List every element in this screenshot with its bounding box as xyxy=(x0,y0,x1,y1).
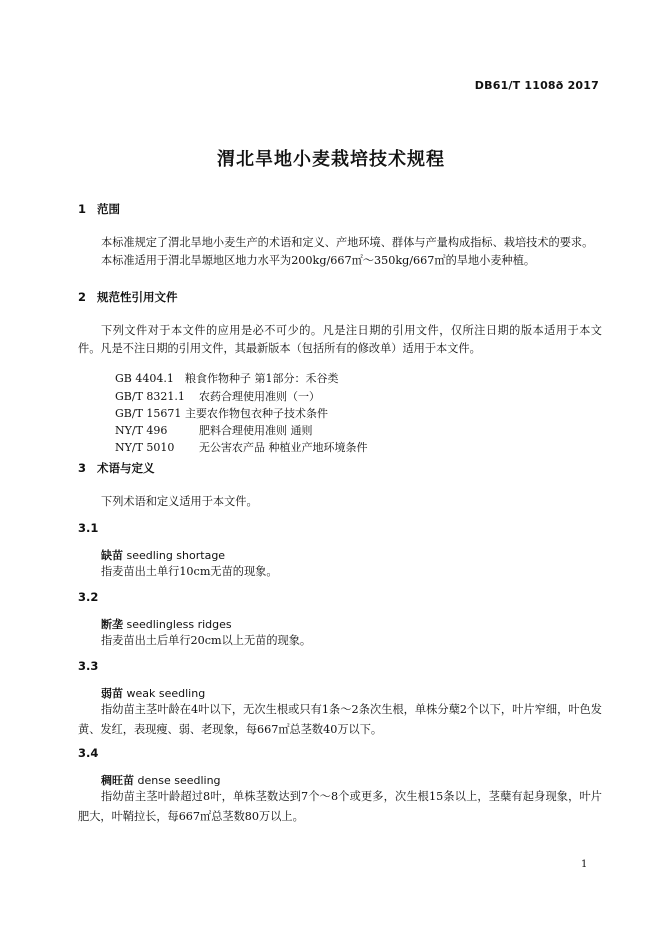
reference-title: 农药合理使用准则（一） xyxy=(199,390,320,403)
section-title: 规范性引用文件 xyxy=(97,290,178,304)
section-title: 范围 xyxy=(97,202,120,216)
reference-code: NY/T 496 xyxy=(115,424,168,437)
term-heading xyxy=(101,547,225,563)
section-number: 2 xyxy=(78,290,87,304)
term-heading xyxy=(101,772,221,788)
section-number: 1 xyxy=(78,202,87,216)
reference-title: 粮食作物种子 第1部分：禾谷类 xyxy=(185,372,339,385)
term-number: 3.1 xyxy=(78,521,99,535)
term-english: seedlingless ridges xyxy=(126,618,232,631)
term-english: weak seedling xyxy=(126,687,206,700)
page-number: 1 xyxy=(581,859,588,870)
section-3-heading xyxy=(78,460,155,476)
terms-intro: 下列术语和定义适用于本文件。 xyxy=(101,495,258,508)
term-english: dense seedling xyxy=(137,774,221,787)
term-definition: 指幼苗主茎叶龄在4叶以下，无次生根或只有1条～2条次生根，单株分蘖2个以下，叶片窄细，叶色发黄、发红，表现瘦、弱、老现象，每667㎡总茎数40万以下。 xyxy=(78,703,602,736)
section-title: 术语与定义 xyxy=(97,461,155,475)
scope-paragraph-2: 本标准适用于渭北旱塬地区地力水平为200kg/667㎡～350kg/667㎡的旱地小麦种植。 xyxy=(101,254,536,267)
term-chinese: 缺苗 xyxy=(101,549,123,562)
section-number: 3 xyxy=(78,461,87,475)
reference-code: GB/T 15671 xyxy=(115,407,182,420)
reference-title: 无公害农产品 种植业产地环境条件 xyxy=(199,441,368,454)
reference-code: GB/T 8321.1 xyxy=(115,390,185,403)
document-title: 渭北旱地小麦栽培技术规程 xyxy=(217,149,445,170)
term-chinese: 断垄 xyxy=(101,618,123,631)
reference-code: GB 4404.1 xyxy=(115,372,174,385)
term-number: 3.4 xyxy=(78,746,99,760)
term-english: seedling shortage xyxy=(126,549,226,562)
term-definition: 指幼苗主茎叶龄超过8叶，单株茎数达到7个～8个或更多，次生根15条以上，茎蘖有起身现象，叶片肥大，叶鞘拉长，每667㎡总茎数80万以上。 xyxy=(78,790,602,823)
scope-paragraph-1: 本标准规定了渭北旱地小麦生产的术语和定义、产地环境、群体与产量构成指标、栽培技术的要求。 xyxy=(101,236,594,249)
term-number: 3.3 xyxy=(78,659,99,673)
standard-code: DB61/T 1108ð 2017 xyxy=(474,79,599,92)
term-chinese: 稠旺苗 xyxy=(101,774,134,787)
reference-title: 肥料合理使用准则 通则 xyxy=(199,424,313,437)
reference-code: NY/T 5010 xyxy=(115,441,175,454)
references-intro: 下列文件对于本文件的应用是必不可少的。凡是注日期的引用文件，仅所注日期的版本适用于本文件。凡是不注日期的引用文件，其最新版本（包括所有的修改单）适用于本文件。 xyxy=(78,324,602,355)
reference-title: 主要农作物包衣种子技术条件 xyxy=(185,407,328,420)
section-1-heading xyxy=(78,201,120,217)
term-number: 3.2 xyxy=(78,590,99,604)
term-definition: 指麦苗出土单行10cm无苗的现象。 xyxy=(101,565,278,578)
term-definition: 指麦苗出土后单行20cm以上无苗的现象。 xyxy=(101,634,312,647)
term-chinese: 弱苗 xyxy=(101,687,123,700)
term-heading xyxy=(101,616,232,632)
term-heading xyxy=(101,685,205,701)
section-2-heading xyxy=(78,289,178,305)
